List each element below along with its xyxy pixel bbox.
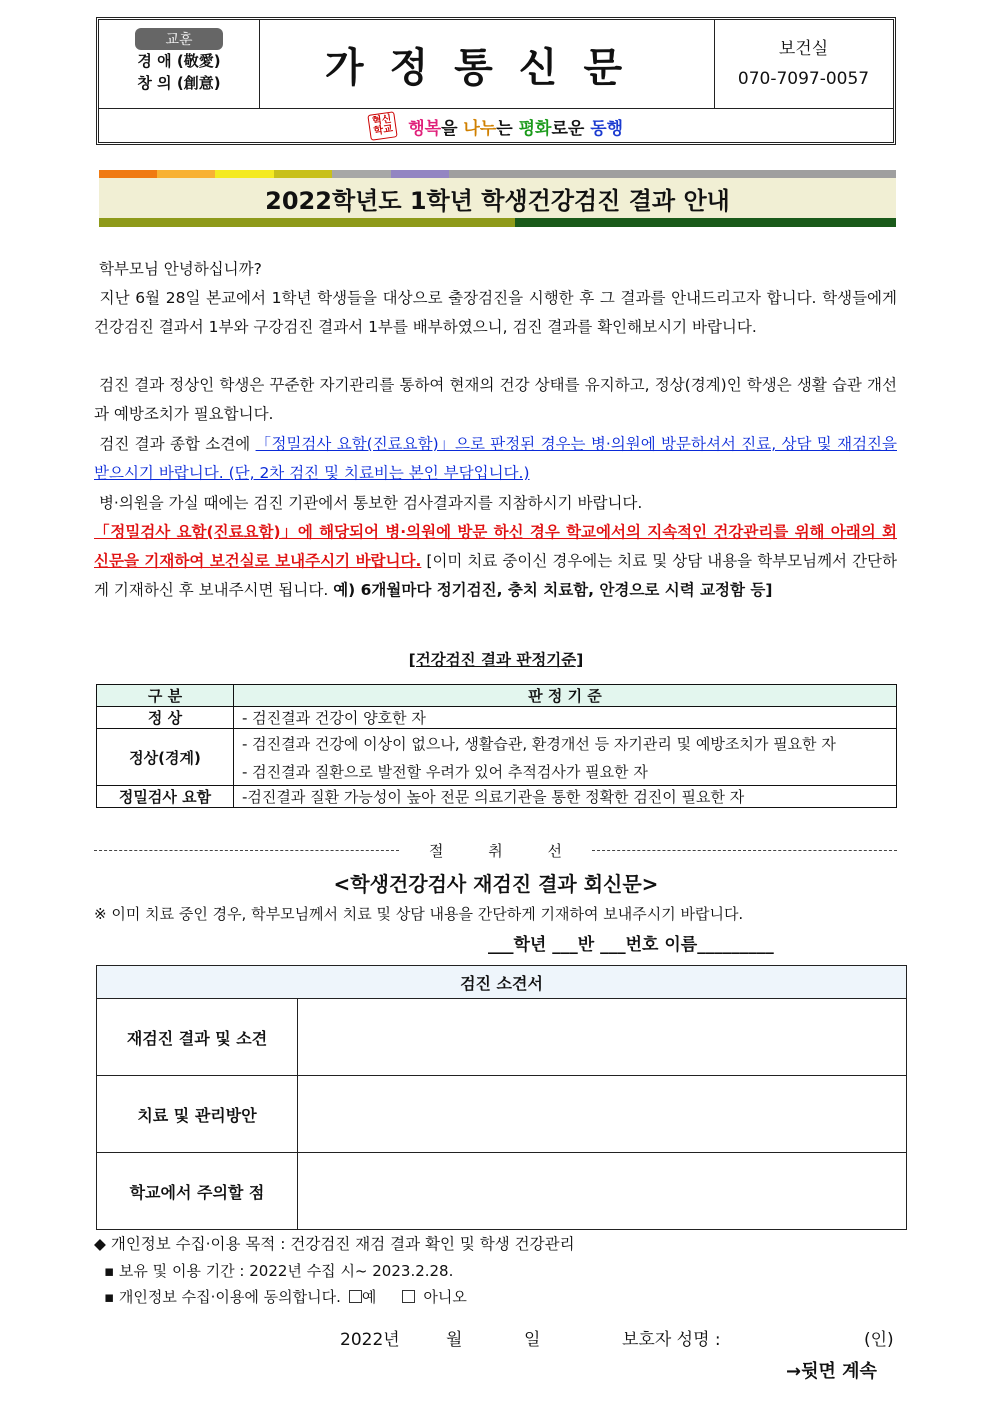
form-label-treatment: 치료 및 관리방안 — [97, 1076, 298, 1153]
form-row — [97, 1153, 907, 1230]
stripe-segment — [157, 170, 215, 178]
paragraph-5-highlight: 「정밀검사 요함(진료요함)」에 해당되어 병·의원에 방문 하신 경우 학교에서의 지속적인 건강관리를 위해 아래의 회신문을 기재하여 보건실로 보내주시기 바랍니다. — [94, 523, 897, 570]
consent-yes-label: 예 — [361, 1288, 377, 1306]
privacy-purpose: ◆ 개인정보 수집·이용 목적 : 건강검진 재검 결과 확인 및 학생 건강관리 — [94, 1235, 575, 1253]
consent-yes-checkbox[interactable] — [349, 1290, 362, 1303]
header-top-row — [99, 20, 893, 109]
reply-note: ※ 이미 치료 중인 경우, 학부모님께서 치료 및 상담 내용을 간단하게 기재하여 보내주시기 바랍니다. — [94, 905, 744, 923]
criteria-category: 정밀검사 요함 — [97, 786, 234, 808]
cut-dash-left — [94, 850, 399, 851]
slogan-word: 로운 — [551, 118, 591, 139]
header-box — [96, 17, 896, 145]
form-label-school-note: 학교에서 주의할 점 — [97, 1153, 298, 1230]
office-phone: 070-7097-0057 — [737, 69, 870, 89]
slogan-word: 동행 — [590, 118, 624, 139]
privacy-period: ▪ 보유 및 이용 기간 : 2022년 수집 시~ 2023.2.28. — [104, 1262, 454, 1280]
notice-title: 2022학년도 1학년 학생건강검진 결과 안내 — [99, 178, 896, 218]
form-input-result[interactable] — [298, 999, 907, 1076]
paragraph-3 — [94, 430, 897, 488]
logo-text-1: 혁신 — [371, 113, 393, 128]
motto-badge: 교훈 — [135, 28, 222, 50]
bottom-stripe-segment — [99, 218, 515, 227]
bottom-stripe-segment — [515, 218, 896, 227]
cut-dash-right — [592, 850, 897, 851]
motto-line-2: 창 의 (創意) — [137, 74, 221, 92]
logo-text-2: 학교 — [372, 123, 394, 138]
innovation-school-logo-icon — [367, 111, 398, 141]
criteria-header-row — [97, 685, 897, 707]
criteria-caption-text: [건강검진 결과 판정기준] — [408, 651, 584, 669]
paragraph-1 — [94, 284, 897, 342]
greeting — [94, 255, 897, 284]
criteria-standard — [234, 729, 897, 786]
form-input-treatment[interactable] — [298, 1076, 907, 1153]
reply-form-table — [96, 965, 907, 1230]
stripe-segment — [215, 170, 274, 178]
paragraph-3-highlight: 「정밀검사 요함(진료요함)」으로 판정된 경우는 병·의원에 방문하셔서 진료, 상담 및 재검진을 받으시기 바랍니다. (단, 2차 검진 및 치료비는 본인 부담입니다.) — [94, 435, 897, 482]
form-input-school-note[interactable] — [298, 1153, 907, 1230]
criteria-standard: - 검진결과 건강이 양호한 자 — [234, 707, 897, 729]
reply-title: <학생건강검사 재검진 결과 회신문> — [333, 872, 659, 896]
paragraph-5-example: 예) 6개월마다 정기검진, 충치 치료함, 안경으로 시력 교정함 등] — [333, 581, 773, 599]
school-slogan — [99, 109, 893, 143]
seal-mark: (인) — [864, 1330, 894, 1350]
paragraph-2 — [94, 371, 897, 429]
slogan-word: 나누 — [463, 118, 497, 139]
stripe-segment — [391, 170, 449, 178]
form-label-result: 재검진 결과 및 소견 — [97, 999, 298, 1076]
guardian-name-label: 보호자 성명 : — [622, 1330, 721, 1350]
form-row — [97, 999, 907, 1076]
paragraph-5-text: [이미 치료 중이신 경우에는 치료 및 상담 내용을 학부모님께서 간단하게 기재하신 후 보내주시면 됩니다. — [94, 552, 897, 599]
table-row — [97, 707, 897, 729]
paragraph-3-prefix: 검진 결과 종합 소견에 — [99, 435, 256, 453]
consent-no-label: 아니오 — [423, 1288, 467, 1306]
table-row — [97, 786, 897, 808]
slogan-word: 을 — [441, 118, 464, 139]
criteria-table — [96, 684, 897, 808]
form-header: 검진 소견서 — [97, 966, 907, 999]
table-row — [97, 729, 897, 786]
stripe-segment — [274, 170, 332, 178]
sign-day: 일 — [524, 1330, 541, 1350]
criteria-item: - 검진결과 질환으로 발전할 우려가 있어 추적검사가 필요한 자 — [242, 763, 648, 781]
cut-label: 절 취 선 — [429, 842, 563, 860]
paragraph-2-text: 검진 결과 정상인 학생은 꾸준한 자기관리를 통하여 현재의 건강 상태를 유지하고, 정상(경계)인 학생은 생활 습관 개선과 예방조치가 필요합니다. — [94, 376, 897, 423]
sign-month: 월 — [446, 1330, 463, 1350]
greeting-text: 학부모님 안녕하십니까? — [98, 260, 262, 278]
office-name: 보건실 — [778, 39, 829, 59]
criteria-standard: -검진결과 질환 가능성이 높아 전문 의료기관을 통한 정확한 검진이 필요한 자 — [234, 786, 897, 808]
paragraph-1-text: 지난 6월 28일 본교에서 1학년 학생들을 대상으로 출장검진을 시행한 후 그 결과를 안내드리고자 합니다. 학생들에게 건강검진 결과서 1부와 구강검진 결과서 1부를 배부하였으니, 검진 결과를 확인해보시기 바랍니다. — [94, 289, 897, 336]
criteria-category: 정 상 — [97, 707, 234, 729]
criteria-head-category: 구 분 — [97, 685, 234, 707]
sign-year: 2022년 — [340, 1330, 400, 1350]
form-row — [97, 1076, 907, 1153]
consent-no-checkbox[interactable] — [402, 1290, 415, 1303]
paragraph-4-text: 병·의원을 가실 때에는 검진 기관에서 통보한 검사결과지를 지참하시기 바랍니다. — [98, 494, 643, 512]
stripe-segment — [449, 170, 896, 178]
privacy-consent — [104, 1286, 467, 1307]
slogan-word: 평화 — [518, 118, 552, 139]
slogan-word: 는 — [496, 118, 519, 139]
page-title: 가정통신문 — [259, 20, 715, 108]
slogan-text — [408, 114, 623, 139]
criteria-item: - 검진결과 건강에 이상이 없으나, 생활습관, 환경개선 등 자기관리 및 예방조치가 필요한 자 — [242, 735, 836, 753]
paragraph-5 — [94, 518, 897, 605]
slogan-word: 행복 — [408, 118, 442, 139]
stripe-segment — [332, 170, 391, 178]
school-motto — [99, 20, 260, 108]
student-info-line[interactable]: ___학년 ___반 ___번호 이름_________ — [488, 935, 774, 955]
stripe-segment — [99, 170, 157, 178]
continued-note: →뒷면 계속 — [786, 1361, 877, 1382]
cut-line — [94, 840, 897, 861]
criteria-category: 정상(경계) — [97, 729, 234, 786]
paragraph-4 — [94, 489, 897, 518]
criteria-caption — [0, 648, 992, 670]
criteria-head-standard: 판 정 기 준 — [234, 685, 897, 707]
consent-text: ▪ 개인정보 수집·이용에 동의합니다. — [104, 1288, 341, 1306]
motto-line-1: 경 애 (敬愛) — [137, 52, 221, 70]
contact-info — [714, 20, 893, 108]
